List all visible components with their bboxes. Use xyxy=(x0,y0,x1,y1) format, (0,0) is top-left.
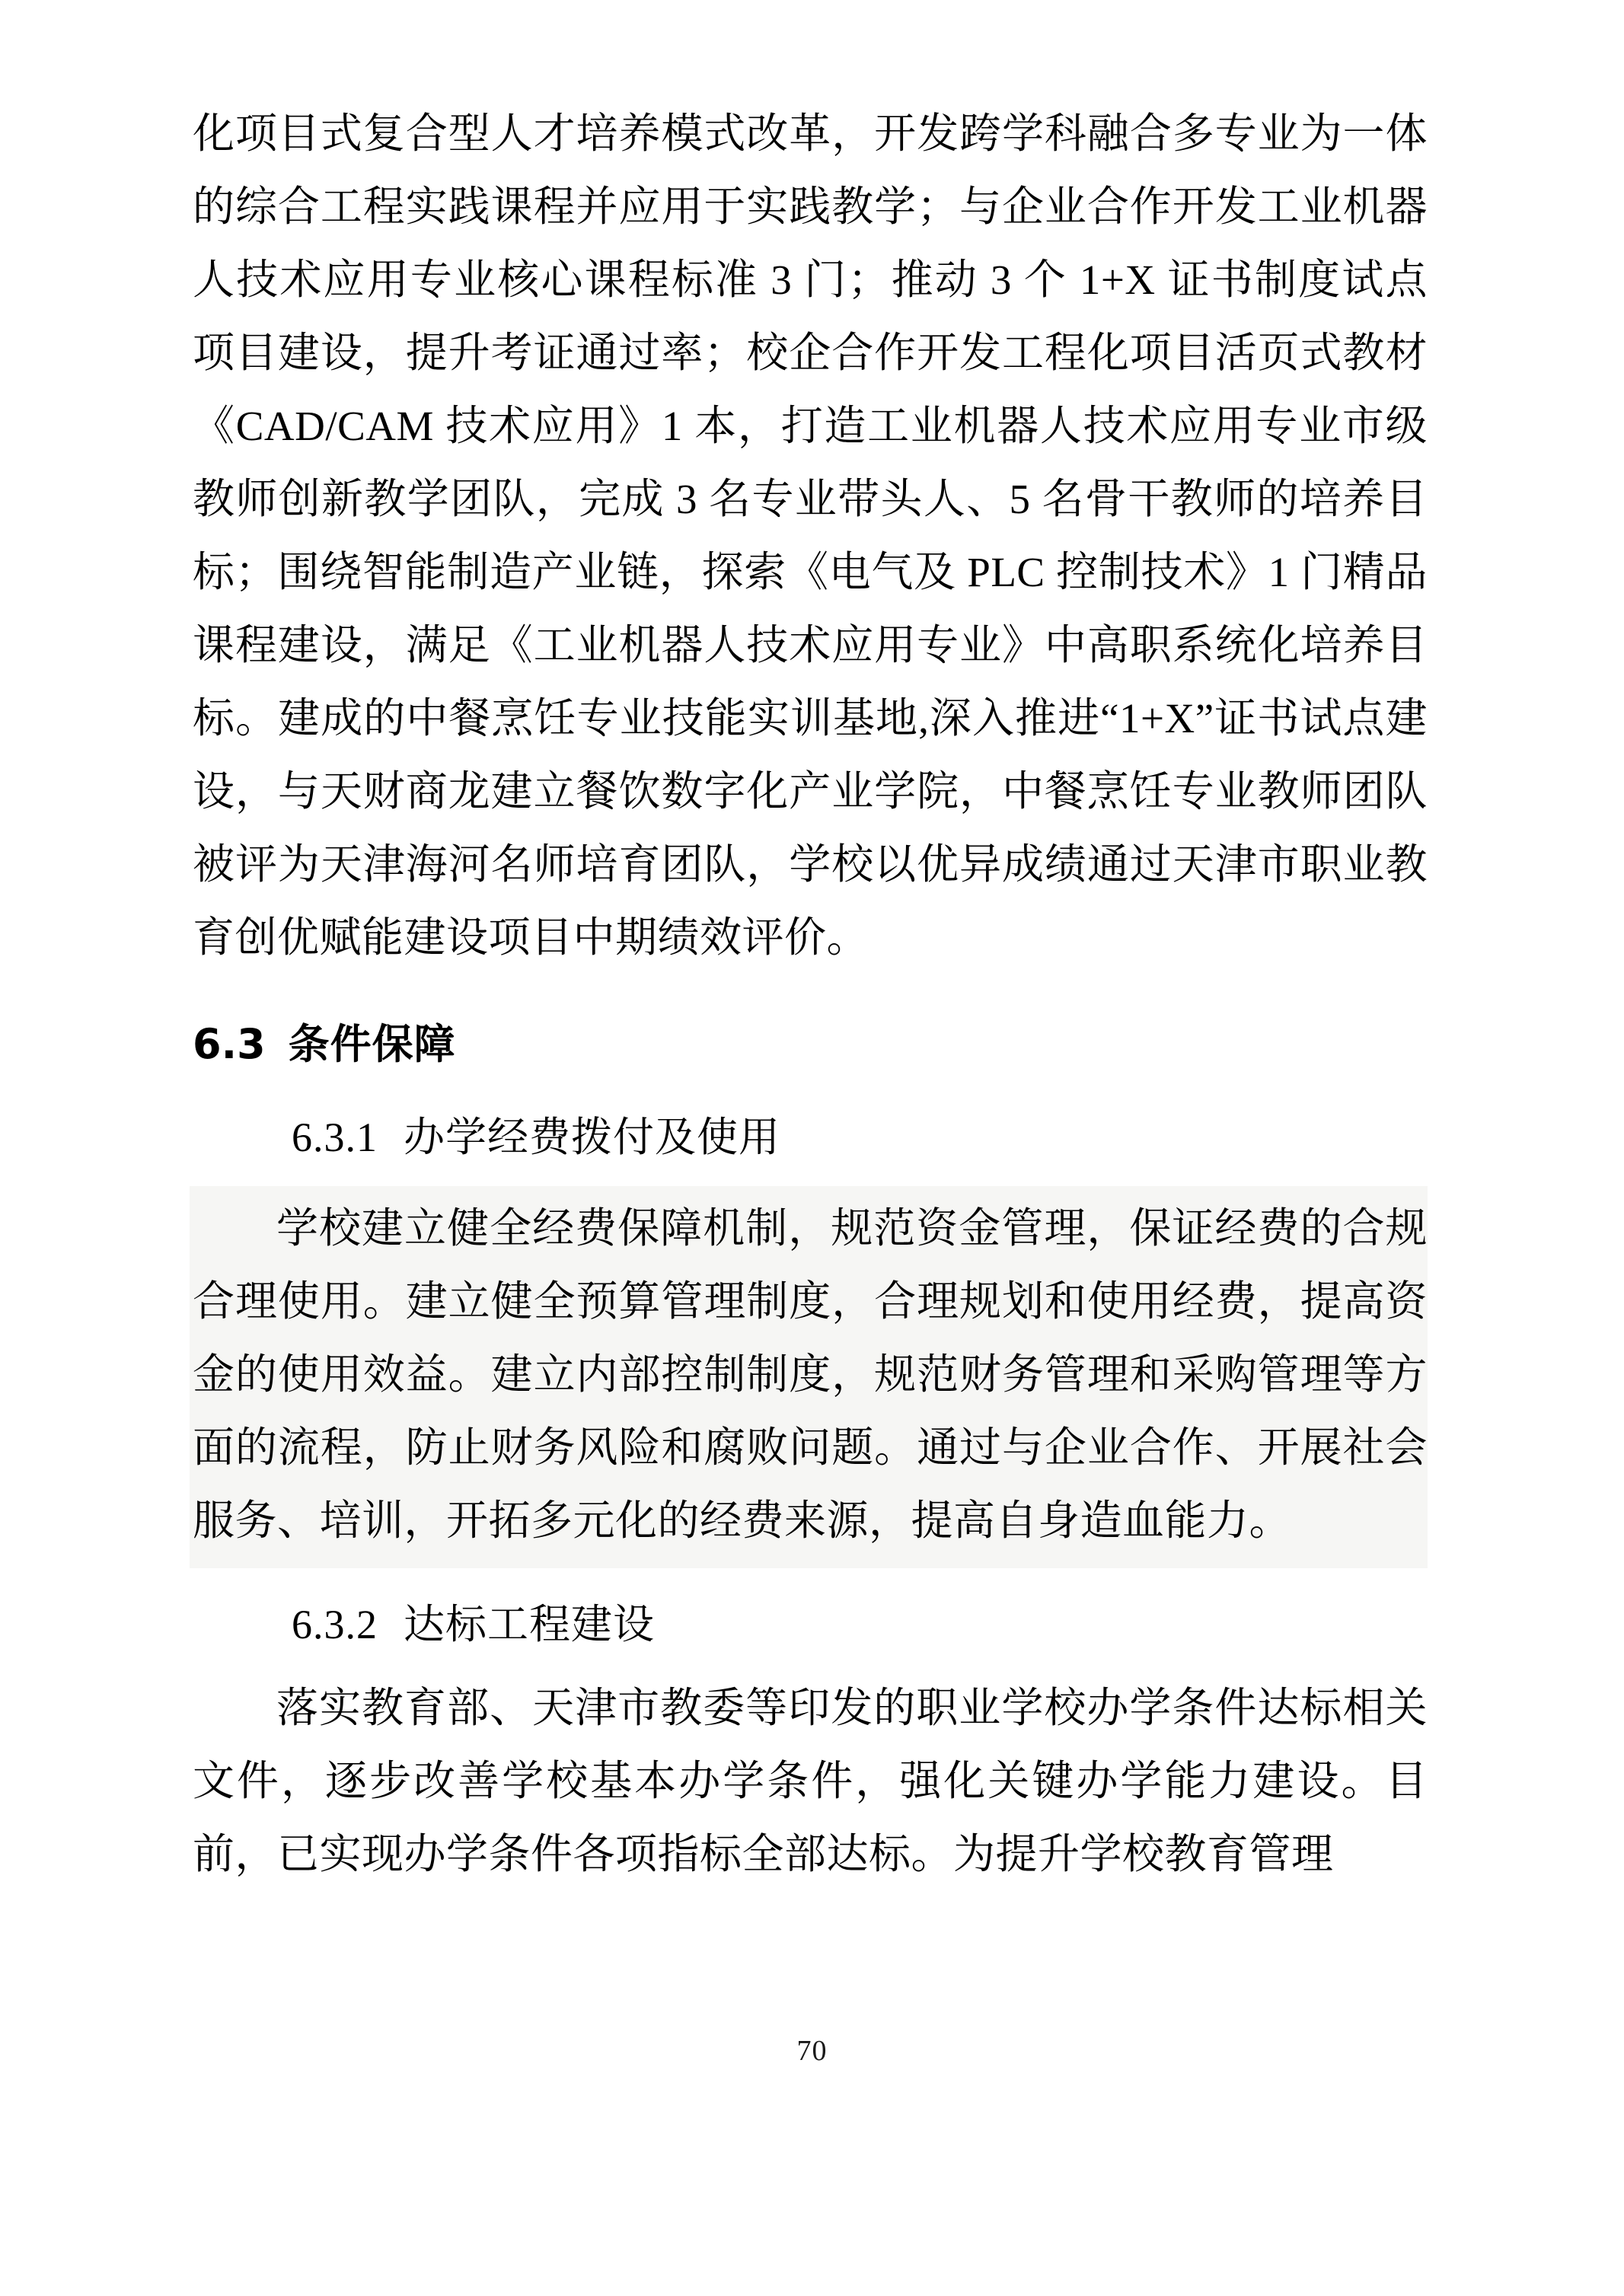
highlighted-paragraph-block xyxy=(190,1186,1428,1568)
heading-6-3-2 xyxy=(193,1588,1428,1661)
heading-6-3-title: 条件保障 xyxy=(288,1020,456,1068)
spacer xyxy=(193,974,1428,982)
paragraph-continued: 化项目式复合型人才培养模式改革，开发跨学科融合多专业为一体的综合工程实践课程并应用于实践教学；与企业合作开发工业机器人技术应用专业核心课程标准 3 门；推动 3 个 1+X 证书制度试点项目建设，提升考证通过率；校企合作开发工程化项目活页式教材《CAD/CAM 技术应用》1 本，打造工业机器人技术应用专业市级教师创新教学团队，完成 3 名专业带头人、5 名骨干教师的培养目标；围绕智能制造产业链，探索《电气及 PLC 控制技术》1 门精品课程建设，满足《工业机器人技术应用专业》中高职系统化培养目标。建成的中餐烹饪专业技能实训基地,深入推进“1+X”证书试点建设，与天财商龙建立餐饮数字化产业学院，中餐烹饪专业教师团队被评为天津海河名师培育团队，学校以优异成绩通过天津市职业教育创优赋能建设项目中期绩效评价。 xyxy=(193,110,1428,961)
heading-6-3-1 xyxy=(193,1101,1428,1174)
page-content xyxy=(193,97,1428,1891)
spacer xyxy=(193,1664,1428,1672)
heading-6-3-1-title: 办学经费拨付及使用 xyxy=(404,1115,780,1160)
paragraph-6-3-2: 落实教育部、天津市教委等印发的职业学校办学条件达标相关文件，逐步改善学校基本办学条件，强化关键办学能力建设。目前，已实现办学条件各项指标全部达标。为提升学校教育管理 xyxy=(193,1685,1428,1877)
heading-6-3 xyxy=(193,1008,1428,1081)
heading-6-3-number: 6.3 xyxy=(193,1020,266,1068)
paragraph-6-3-1: 学校建立健全经费保障机制，规范资金管理，保证经费的合规合理使用。建立健全预算管理制度，合理规划和使用经费，提高资金的使用效益。建立内部控制制度，规范财务管理和采购管理等方面的流程，防止财务风险和腐败问题。通过与企业合作、开展社会服务、培训，开拓多元化的经费来源，提高自身造血能力。 xyxy=(193,1205,1428,1544)
heading-6-3-2-title: 达标工程建设 xyxy=(404,1602,655,1647)
heading-6-3-2-number: 6.3.2 xyxy=(292,1602,378,1647)
page-number-footer: 70 xyxy=(796,2035,828,2067)
heading-6-3-1-number: 6.3.1 xyxy=(292,1115,378,1160)
